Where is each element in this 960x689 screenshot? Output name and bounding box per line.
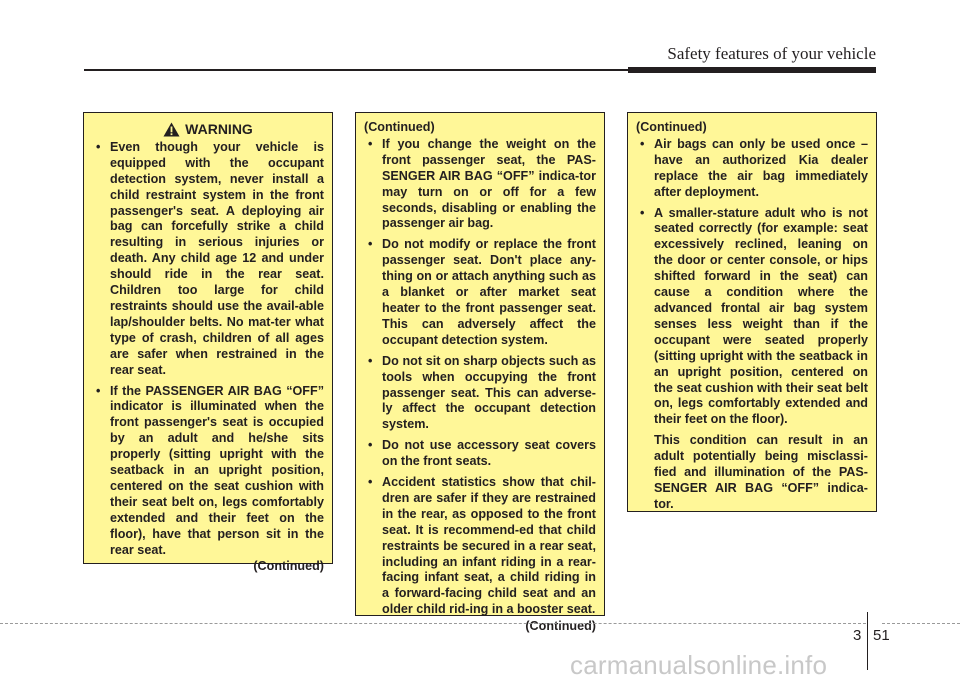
page-header-title: Safety features of your vehicle: [667, 44, 876, 63]
continued-label: (Continued): [253, 559, 324, 574]
continued-label: (Continued): [525, 619, 596, 634]
page-number: 51: [873, 627, 890, 644]
continued-heading: (Continued): [364, 120, 435, 134]
warning-box: [83, 112, 333, 574]
warning-triangle-icon: [163, 122, 180, 137]
continued-box-right: [627, 112, 877, 512]
list-item: • Even though your vehicle is equipped with the occupant detection system, never install a child restraint system in the front passenger's seat. A deploying air bag can forcefully strike a child resulting in serious injuries or death. Any child age 12 and under should ride in the rear seat. Children too large for child restraints should use the avail-able lap/shoulder belts. No mat-ter what type of crash, children of all ages are safer when restrained in the rear seat.: [92, 140, 324, 379]
continued-heading: (Continued): [636, 120, 707, 134]
footer-rule-right: [882, 623, 960, 624]
warning-heading-text: WARNING: [185, 121, 253, 137]
list-item: • A smaller-stature adult who is not seated correctly (for example: seat excessively reclined, leaning on the door or center console, or hips shifted forward in the seat) can cause a condition where the advanced frontal air bag system senses less weight than if the occupant were seated properly (sitting upright with the seatback in an upright position, centered on the seat cushion with their seat belt on, legs comfortably extended and their feet on the floor).: [636, 206, 868, 429]
list-item: • If you change the weight on the front passenger seat, the PAS-SENGER AIR BAG “OFF” indica-tor may turn on or off for a few seconds, disabling or enabling the passenger air bag.: [364, 137, 596, 232]
list-item: • Accident statistics show that chil-dren are safer if they are restrained in the rear, as opposed to the front seat. It is recommend-ed that child restraints be secured in a rear seat, including an infant riding in a rear-facing infant seat, a child riding in a forward-facing child seat and an older child rid-ing in a booster seat.: [364, 475, 596, 618]
right-list: [636, 137, 868, 428]
condition-paragraph: This condition can result in an adult potentially being misclassi-fied and illumination of the PAS-SENGER AIR BAG “OFF” indica-tor.: [654, 433, 868, 511]
warning-heading: [92, 122, 324, 138]
footer-rule-left: [0, 623, 866, 624]
watermark-text: carmanualsonline.info: [570, 650, 828, 680]
list-item: • Air bags can only be used once – have an authorized Kia dealer replace the air bag immediately after deployment.: [636, 137, 868, 201]
list-item: • Do not sit on sharp objects such as tools when occupying the front passenger seat. This can adverse-ly affect the occupant detection system.: [364, 354, 596, 434]
warning-list: [92, 140, 324, 559]
list-item: • If the PASSENGER AIR BAG “OFF” indicator is illuminated when the front passenger's seat is occupied by an adult and he/she sits properly (sitting upright with the seatback in an upright position, centered on the seat cushion with their seat belt on, legs comfortably extended and their feet on the floor), have that person sit in the rear seat.: [92, 384, 324, 559]
middle-list: [364, 137, 596, 618]
list-item: • Do not modify or replace the front passenger seat. Don't place any-thing on or attach anything such as a blanket or after market seat heater to the front passenger seat. This can adversely affect the occupant detection system.: [364, 237, 596, 348]
page-number-divider: [867, 612, 868, 670]
list-item: • Do not use accessory seat covers on the front seats.: [364, 438, 596, 470]
header-accent-bar: [628, 67, 876, 73]
chapter-number: 3: [853, 627, 862, 644]
continued-box-middle: [355, 112, 605, 634]
